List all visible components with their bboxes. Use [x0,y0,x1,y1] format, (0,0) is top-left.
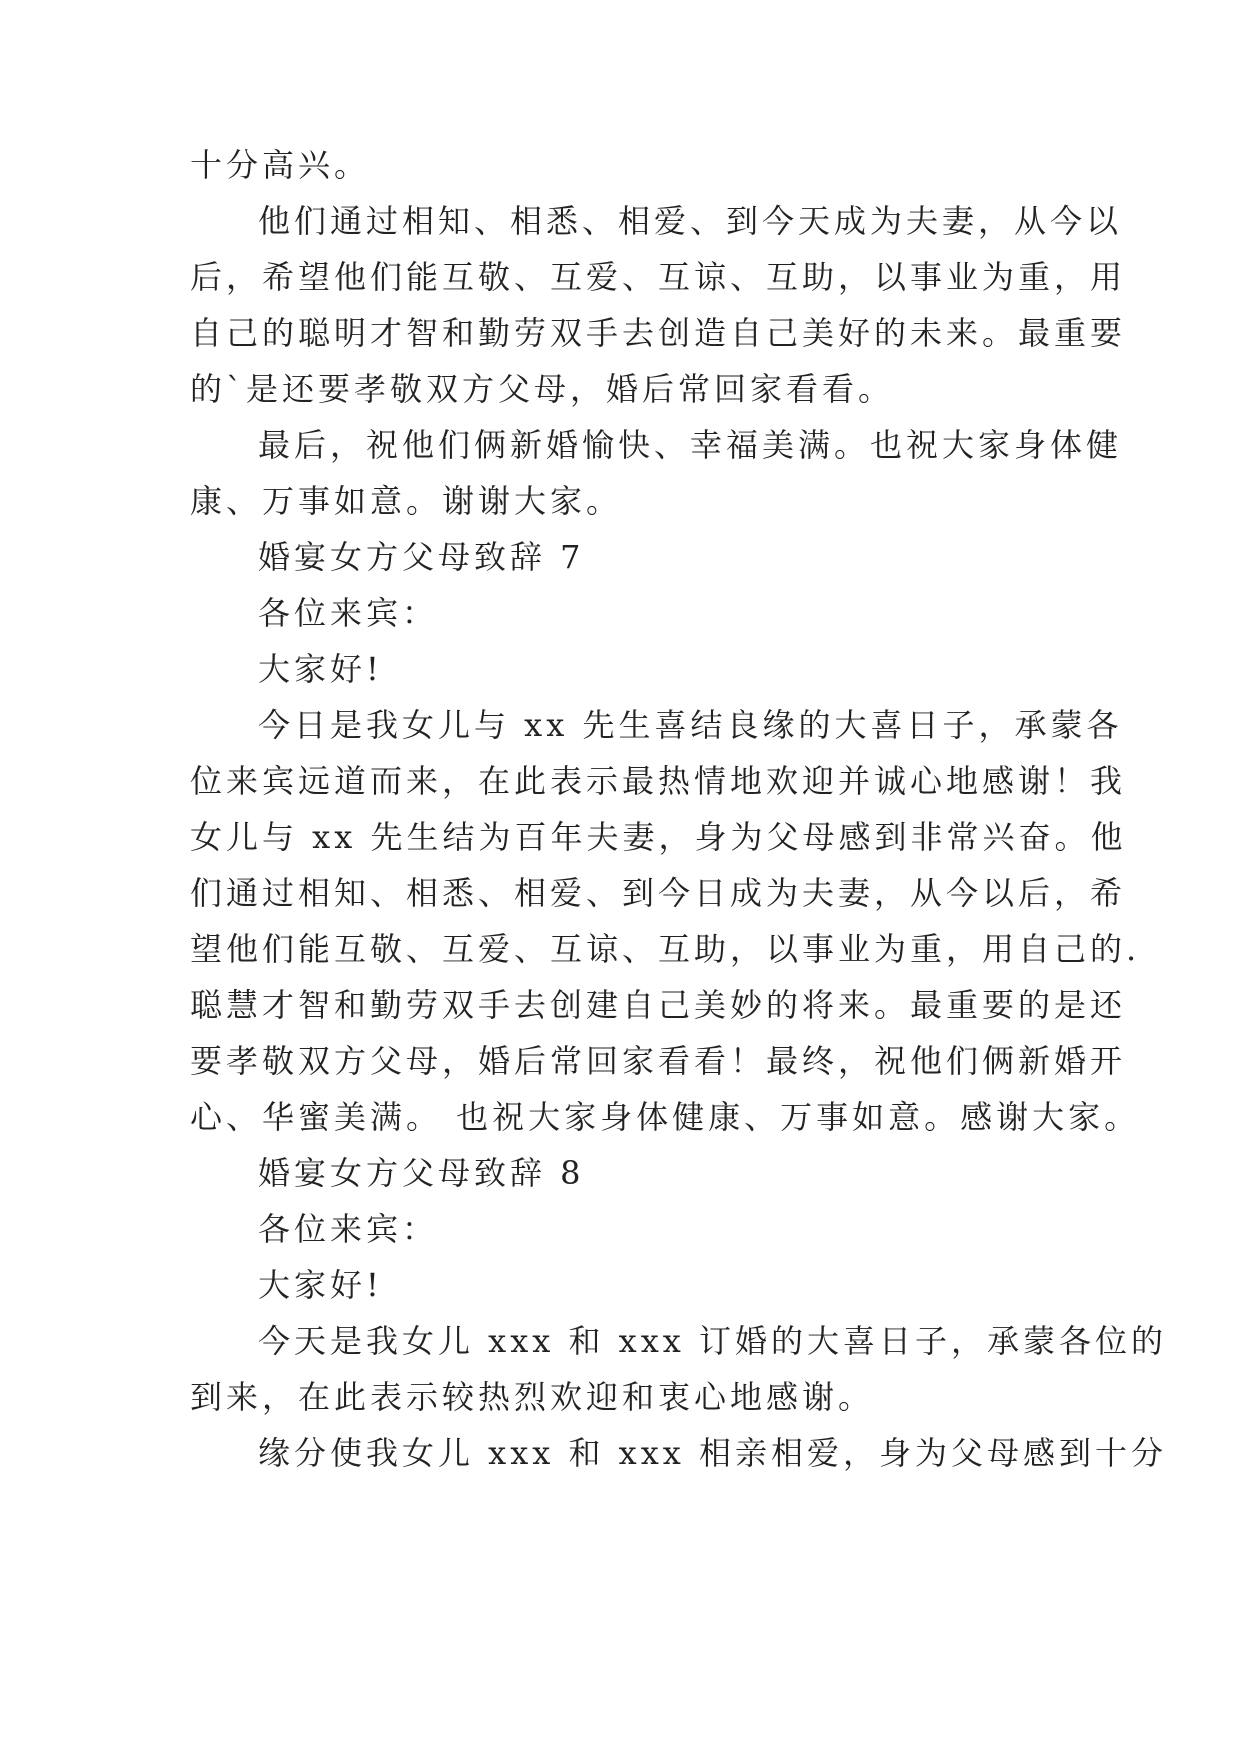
text-line: 要孝敬双方父母，婚后常回家看看！最终，祝他们俩新婚开 [190,1042,1127,1080]
text-line: 心、华蜜美满。 也祝大家身体健康、万事如意。感谢大家。 [190,1098,1141,1136]
text-line: 聪慧才智和勤劳双手去创建自己美妙的将来。最重要的是还 [190,986,1127,1024]
section-heading: 婚宴女方父母致辞 7 [258,538,585,576]
text-line: 望他们能互敬、互爱、互谅、互助，以事业为重，用自己的. [190,930,1141,968]
text-line: 今天是我女儿 xxx 和 xxx 订婚的大喜日子，承蒙各位的 [258,1322,1167,1360]
text-line: 十分高兴。 [190,146,371,184]
text-line: 自己的聪明才智和勤劳双手去创造自己美好的未来。最重要 [190,314,1127,352]
text-line: 位来宾远道而来，在此表示最热情地欢迎并诚心地感谢！我 [190,762,1127,800]
greeting: 大家好! [258,650,383,688]
text-line: 的`是还要孝敬双方父母，婚后常回家看看。 [190,370,895,408]
text-line: 他们通过相知、相悉、相爱、到今天成为夫妻，从今以 [258,202,1123,240]
text-line: 到来，在此表示较热烈欢迎和衷心地感谢。 [190,1378,875,1416]
salutation: 各位来宾： [258,594,439,632]
text-line: 缘分使我女儿 xxx 和 xxx 相亲相爱，身为父母感到十分 [258,1434,1167,1472]
text-line: 康、万事如意。谢谢大家。 [190,482,623,520]
text-line: 后，希望他们能互敬、互爱、互谅、互助，以事业为重，用 [190,258,1127,296]
text-line: 女儿与 xx 先生结为百年夫妻，身为父母感到非常兴奋。他 [190,818,1127,856]
salutation: 各位来宾： [258,1210,439,1248]
section-heading: 婚宴女方父母致辞 8 [258,1154,585,1192]
text-line: 最后，祝他们俩新婚愉快、幸福美满。也祝大家身体健 [258,426,1123,464]
greeting: 大家好! [258,1266,383,1304]
text-line: 今日是我女儿与 xx 先生喜结良缘的大喜日子，承蒙各 [258,706,1123,744]
text-line: 们通过相知、相悉、相爱、到今日成为夫妻，从今以后，希 [190,874,1127,912]
